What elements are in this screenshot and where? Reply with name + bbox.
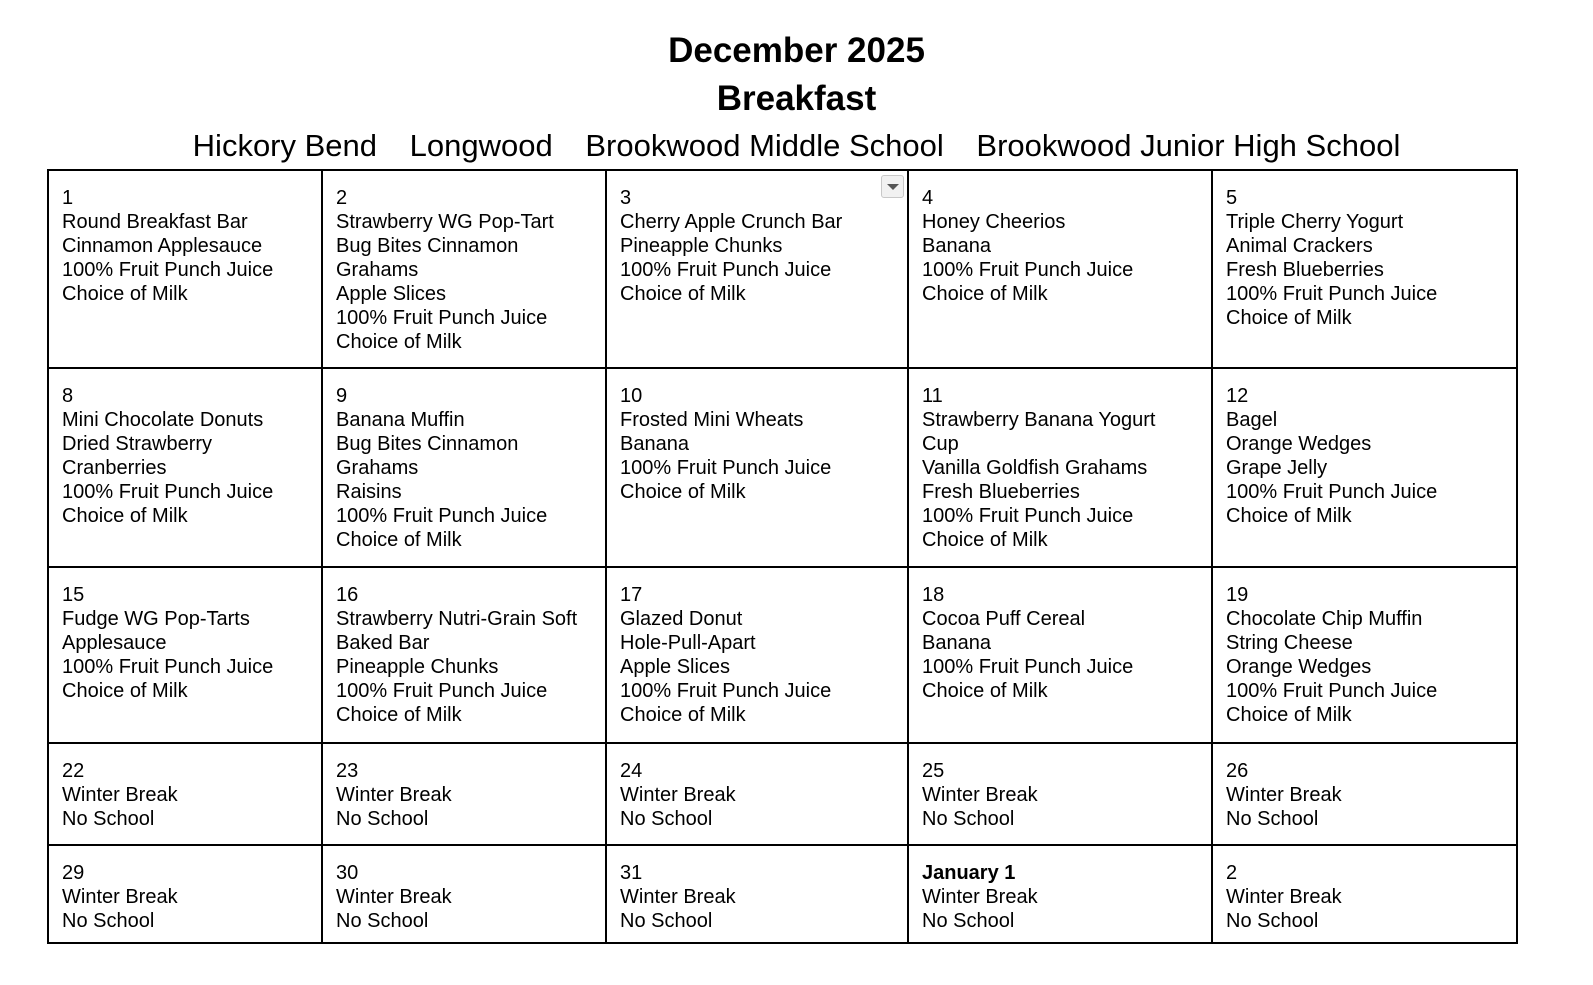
calendar-cell[interactable] [1213, 171, 1516, 369]
day-number: 9 [336, 385, 348, 407]
menu-item: 100% Fruit Punch Juice [336, 307, 548, 329]
menu-item: Chocolate Chip Muffin [1226, 608, 1423, 630]
menu-item: No School [336, 808, 429, 830]
menu-item: 100% Fruit Punch Juice [1226, 481, 1438, 503]
menu-item: Round Breakfast Bar [62, 211, 248, 233]
calendar-cell[interactable] [607, 846, 909, 942]
calendar-cell[interactable] [909, 568, 1213, 744]
calendar-cell[interactable] [1213, 369, 1516, 568]
menu-item: Pineapple Chunks [336, 656, 499, 678]
menu-item: No School [1226, 910, 1319, 932]
menu-item: 100% Fruit Punch Juice [1226, 283, 1438, 305]
menu-item: Winter Break [922, 886, 1038, 908]
menu-item: Winter Break [620, 784, 736, 806]
menu-item: Winter Break [336, 784, 452, 806]
menu-item: Choice of Milk [620, 704, 746, 726]
calendar-cell[interactable] [323, 171, 607, 369]
calendar-cell[interactable] [607, 369, 909, 568]
calendar-cell[interactable] [909, 744, 1213, 846]
menu-item: Cherry Apple Crunch Bar [620, 211, 843, 233]
menu-item: Mini Chocolate Donuts [62, 409, 264, 431]
school-name: Brookwood Middle School [585, 128, 944, 163]
menu-calendar [47, 169, 1518, 944]
menu-item: Honey Cheerios [922, 211, 1066, 233]
menu-item: String Cheese [1226, 632, 1353, 654]
menu-item: Animal Crackers [1226, 235, 1373, 257]
menu-item: Choice of Milk [1226, 307, 1352, 329]
menu-item: No School [620, 910, 713, 932]
menu-item: Choice of Milk [620, 283, 746, 305]
menu-item: 100% Fruit Punch Juice [620, 457, 832, 479]
day-number: 30 [336, 862, 359, 884]
menu-item: Dried Strawberry [62, 433, 213, 455]
menu-item: Cup [922, 433, 959, 455]
menu-item: Cranberries [62, 457, 167, 479]
day-number: 5 [1226, 187, 1238, 209]
day-number: 2 [1226, 862, 1238, 884]
menu-item: Fudge WG Pop-Tarts [62, 608, 250, 630]
school-name: Longwood [409, 128, 553, 163]
menu-item: Winter Break [336, 886, 452, 908]
day-number: 11 [922, 385, 943, 407]
calendar-cell[interactable] [323, 568, 607, 744]
calendar-cell[interactable] [909, 369, 1213, 568]
calendar-cell[interactable] [909, 171, 1213, 369]
menu-item: Winter Break [922, 784, 1038, 806]
menu-item: Winter Break [62, 784, 178, 806]
day-number: 25 [922, 760, 945, 782]
menu-item: Choice of Milk [922, 283, 1048, 305]
day-number: 15 [62, 584, 85, 606]
calendar-cell[interactable] [607, 171, 909, 369]
calendar-cell[interactable] [1213, 568, 1516, 744]
menu-item: Vanilla Goldfish Grahams [922, 457, 1148, 479]
menu-item: Choice of Milk [62, 505, 188, 527]
menu-item: Orange Wedges [1226, 656, 1372, 678]
menu-item: Cinnamon Applesauce [62, 235, 263, 257]
menu-item: Applesauce [62, 632, 167, 654]
menu-item: Choice of Milk [1226, 704, 1352, 726]
school-list [0, 127, 1593, 165]
menu-item: Glazed Donut [620, 608, 743, 630]
menu-item: Banana [922, 632, 991, 654]
day-number: 4 [922, 187, 934, 209]
menu-item: Choice of Milk [620, 481, 746, 503]
menu-item: No School [336, 910, 429, 932]
day-number: 10 [620, 385, 643, 407]
menu-item: No School [620, 808, 713, 830]
menu-item: Grahams [336, 457, 419, 479]
day-number: 24 [620, 760, 643, 782]
menu-item: Choice of Milk [62, 680, 188, 702]
menu-item: Strawberry WG Pop-Tart [336, 211, 554, 233]
page-title: December 2025 [668, 31, 925, 70]
chevron-down-icon[interactable] [881, 175, 904, 198]
menu-item: 100% Fruit Punch Juice [336, 680, 548, 702]
day-number: 29 [62, 862, 85, 884]
menu-item: Choice of Milk [922, 529, 1048, 551]
menu-item: 100% Fruit Punch Juice [336, 505, 548, 527]
day-number: 2 [336, 187, 348, 209]
menu-item: Choice of Milk [336, 529, 462, 551]
calendar-cell[interactable] [49, 369, 323, 568]
menu-item: Apple Slices [336, 283, 447, 305]
menu-item: Banana [620, 433, 689, 455]
menu-item: No School [1226, 808, 1319, 830]
calendar-cell[interactable] [323, 846, 607, 942]
menu-item: Winter Break [1226, 886, 1342, 908]
calendar-cell[interactable] [49, 744, 323, 846]
day-number: 22 [62, 760, 85, 782]
menu-item: Choice of Milk [922, 680, 1048, 702]
menu-item: Choice of Milk [336, 331, 462, 353]
school-name: Brookwood Junior High School [976, 128, 1401, 163]
menu-item: 100% Fruit Punch Juice [620, 259, 832, 281]
day-number: 31 [620, 862, 643, 884]
menu-item: Fresh Blueberries [922, 481, 1080, 503]
menu-item: 100% Fruit Punch Juice [922, 505, 1134, 527]
day-number: 12 [1226, 385, 1249, 407]
day-number: January 1 [922, 862, 1016, 884]
menu-item: Apple Slices [620, 656, 731, 678]
menu-item: Choice of Milk [62, 283, 188, 305]
menu-item: 100% Fruit Punch Juice [1226, 680, 1438, 702]
calendar-cell[interactable] [1213, 846, 1516, 942]
menu-item: Strawberry Banana Yogurt [922, 409, 1156, 431]
calendar-cell[interactable] [607, 568, 909, 744]
menu-item: Bug Bites Cinnamon [336, 235, 519, 257]
menu-item: Pineapple Chunks [620, 235, 783, 257]
menu-item: Hole-Pull-Apart [620, 632, 756, 654]
calendar-cell[interactable] [909, 846, 1213, 942]
day-number: 23 [336, 760, 359, 782]
calendar-cell[interactable] [323, 369, 607, 568]
menu-item: 100% Fruit Punch Juice [62, 481, 274, 503]
menu-item: 100% Fruit Punch Juice [922, 656, 1134, 678]
menu-item: Banana [922, 235, 991, 257]
menu-item: Grahams [336, 259, 419, 281]
day-number: 17 [620, 584, 643, 606]
calendar-cell[interactable] [49, 568, 323, 744]
menu-item: Triple Cherry Yogurt [1226, 211, 1404, 233]
menu-item: Choice of Milk [336, 704, 462, 726]
calendar-cell[interactable] [1213, 744, 1516, 846]
menu-item: Grape Jelly [1226, 457, 1328, 479]
menu-item: Winter Break [62, 886, 178, 908]
menu-item: Banana Muffin [336, 409, 465, 431]
menu-item: 100% Fruit Punch Juice [922, 259, 1134, 281]
menu-item: Cocoa Puff Cereal [922, 608, 1086, 630]
menu-item: 100% Fruit Punch Juice [620, 680, 832, 702]
calendar-cell[interactable] [323, 744, 607, 846]
menu-item: No School [62, 910, 155, 932]
day-number: 19 [1226, 584, 1249, 606]
day-number: 16 [336, 584, 359, 606]
menu-item: No School [922, 910, 1015, 932]
day-number: 8 [62, 385, 74, 407]
menu-item: Winter Break [1226, 784, 1342, 806]
menu-item: 100% Fruit Punch Juice [62, 656, 274, 678]
menu-item: No School [922, 808, 1015, 830]
menu-item: Bagel [1226, 409, 1278, 431]
day-number: 26 [1226, 760, 1249, 782]
menu-item: Raisins [336, 481, 402, 503]
meal-title: Breakfast [716, 79, 877, 118]
menu-item: Fresh Blueberries [1226, 259, 1384, 281]
day-number: 18 [922, 584, 945, 606]
menu-item: Choice of Milk [1226, 505, 1352, 527]
day-number: 3 [620, 187, 632, 209]
menu-item: Orange Wedges [1226, 433, 1372, 455]
menu-item: 100% Fruit Punch Juice [62, 259, 274, 281]
menu-item: Frosted Mini Wheats [620, 409, 804, 431]
school-name: Hickory Bend [192, 128, 378, 163]
menu-item: Baked Bar [336, 632, 430, 654]
calendar-cell[interactable] [49, 846, 323, 942]
calendar-cell[interactable] [49, 171, 323, 369]
menu-item: Bug Bites Cinnamon [336, 433, 519, 455]
calendar-cell[interactable] [607, 744, 909, 846]
menu-item: Winter Break [620, 886, 736, 908]
menu-item: No School [62, 808, 155, 830]
day-number: 1 [62, 187, 74, 209]
menu-item: Strawberry Nutri-Grain Soft [336, 608, 578, 630]
